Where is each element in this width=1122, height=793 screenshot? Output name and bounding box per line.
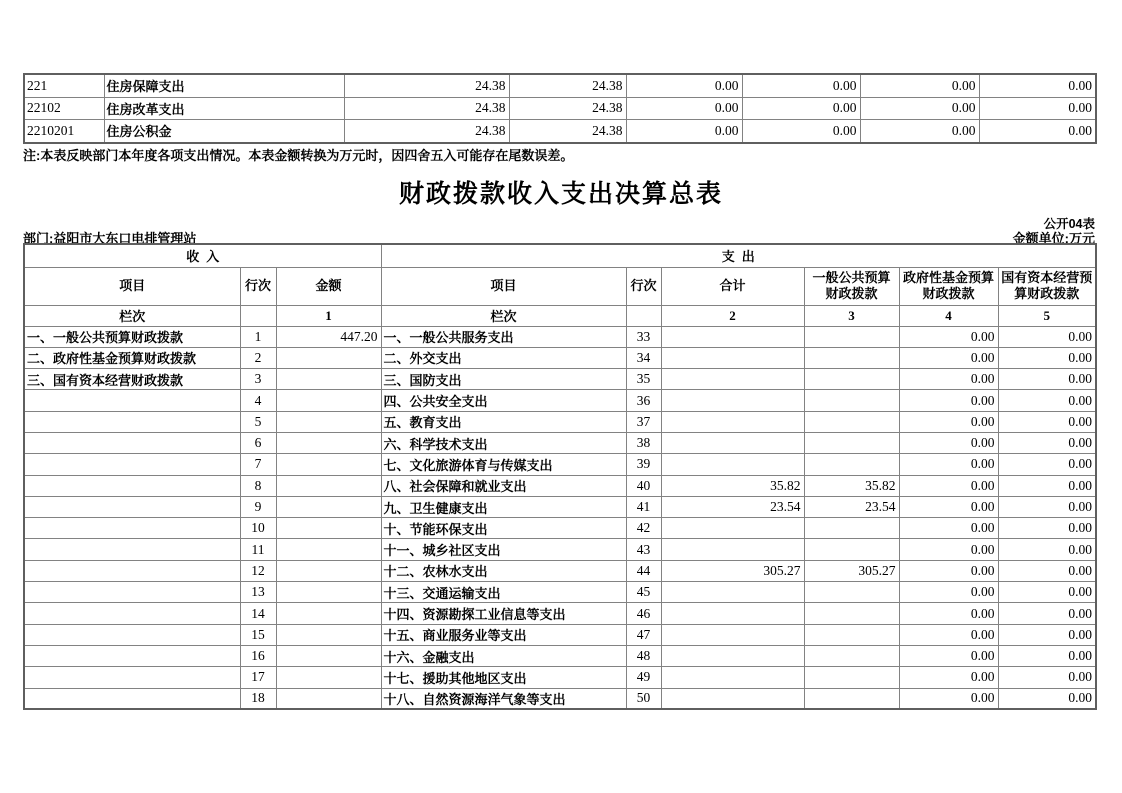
expense-item-cell: 八、社会保障和就业支出 [381, 475, 626, 496]
amount-cell: 0.00 [860, 74, 979, 97]
income-line-cell: 6 [240, 432, 276, 453]
income-amount-cell [276, 454, 381, 475]
expense-line-cell: 48 [626, 645, 661, 666]
top-table-body [24, 74, 1096, 143]
income-line-cell: 2 [240, 347, 276, 368]
amount-cell: 0.00 [860, 97, 979, 120]
expense-item-cell: 一、一般公共服务支出 [381, 326, 626, 347]
income-line-cell: 14 [240, 603, 276, 624]
gov-fund-cell: 0.00 [899, 411, 998, 432]
state-capital-cell: 0.00 [998, 496, 1096, 517]
gov-fund-cell: 0.00 [899, 369, 998, 390]
general-budget-cell [804, 624, 899, 645]
gov-fund-cell: 0.00 [899, 347, 998, 368]
income-line-cell: 13 [240, 582, 276, 603]
general-budget-cell [804, 347, 899, 368]
budget-name-cell: 住房公积金 [104, 120, 344, 143]
table-row [24, 688, 1096, 709]
expense-item-cell: 九、卫生健康支出 [381, 496, 626, 517]
income-line-header: 行次 [240, 267, 276, 305]
amount-cell: 0.00 [742, 97, 860, 120]
gov-fund-cell: 0.00 [899, 688, 998, 709]
income-amount-cell [276, 603, 381, 624]
budget-name-cell: 住房改革支出 [104, 97, 344, 120]
total-cell [661, 432, 804, 453]
expense-line-cell: 33 [626, 326, 661, 347]
expense-item-cell: 十三、交通运输支出 [381, 582, 626, 603]
total-cell: 35.82 [661, 475, 804, 496]
gov-fund-cell: 0.00 [899, 432, 998, 453]
expense-section-header: 支出 [381, 244, 1096, 267]
expense-line-cell: 40 [626, 475, 661, 496]
total-cell [661, 624, 804, 645]
table-row [24, 74, 1096, 97]
income-line-cell: 16 [240, 645, 276, 666]
expense-item-cell: 十七、援助其他地区支出 [381, 667, 626, 688]
blank-cell [240, 305, 276, 326]
table-row [24, 411, 1096, 432]
expense-item-cell: 十五、商业服务业等支出 [381, 624, 626, 645]
income-item-cell [24, 390, 240, 411]
total-cell [661, 582, 804, 603]
expense-line-cell: 43 [626, 539, 661, 560]
gov-fund-cell: 0.00 [899, 475, 998, 496]
income-item-cell [24, 432, 240, 453]
amount-cell: 24.38 [344, 97, 509, 120]
income-item-cell [24, 582, 240, 603]
table-row [24, 667, 1096, 688]
income-item-cell [24, 411, 240, 432]
expense-item-cell: 二、外交支出 [381, 347, 626, 368]
amount-cell: 0.00 [742, 74, 860, 97]
table-row [24, 560, 1096, 581]
col-num-cell: 5 [998, 305, 1096, 326]
amount-cell: 24.38 [344, 120, 509, 143]
income-amount-cell [276, 475, 381, 496]
income-item-cell [24, 539, 240, 560]
total-cell [661, 603, 804, 624]
table-row [24, 454, 1096, 475]
total-cell [661, 518, 804, 539]
expense-item-header: 项目 [381, 267, 626, 305]
state-capital-cell: 0.00 [998, 475, 1096, 496]
main-table [23, 243, 1097, 710]
income-amount-header: 金额 [276, 267, 381, 305]
income-amount-cell [276, 432, 381, 453]
state-capital-cell: 0.00 [998, 603, 1096, 624]
budget-code-cell: 22102 [24, 97, 104, 120]
amount-cell: 0.00 [979, 97, 1096, 120]
income-amount-cell [276, 411, 381, 432]
income-item-cell [24, 518, 240, 539]
total-cell [661, 688, 804, 709]
income-amount-cell [276, 496, 381, 517]
table-row [24, 326, 1096, 347]
total-cell [661, 326, 804, 347]
table-row [24, 624, 1096, 645]
income-item-cell [24, 560, 240, 581]
col-num-cell: 3 [804, 305, 899, 326]
total-cell [661, 454, 804, 475]
expense-lanci-cell: 栏次 [381, 305, 626, 326]
budget-code-cell: 221 [24, 74, 104, 97]
total-header: 合计 [661, 267, 804, 305]
general-budget-cell [804, 326, 899, 347]
income-item-cell: 三、国有资本经营财政拨款 [24, 369, 240, 390]
income-line-cell: 3 [240, 369, 276, 390]
general-budget-cell [804, 390, 899, 411]
unit-label: 金额单位:万元 [1012, 231, 1095, 246]
expense-line-cell: 37 [626, 411, 661, 432]
general-budget-cell: 35.82 [804, 475, 899, 496]
total-cell [661, 667, 804, 688]
state-capital-cell: 0.00 [998, 369, 1096, 390]
amount-cell: 0.00 [860, 120, 979, 143]
expense-line-cell: 47 [626, 624, 661, 645]
expense-line-cell: 38 [626, 432, 661, 453]
department-label: 部门:益阳市大东口电排管理站 [23, 231, 197, 246]
table-row [24, 369, 1096, 390]
income-amount-cell [276, 347, 381, 368]
income-line-cell: 18 [240, 688, 276, 709]
total-cell [661, 411, 804, 432]
income-line-cell: 12 [240, 560, 276, 581]
general-budget-cell [804, 411, 899, 432]
general-budget-cell [804, 603, 899, 624]
main-table-header [24, 244, 1096, 326]
gov-fund-cell: 0.00 [899, 560, 998, 581]
expense-item-cell: 十六、金融支出 [381, 645, 626, 666]
income-item-cell [24, 645, 240, 666]
general-budget-cell: 305.27 [804, 560, 899, 581]
income-amount-cell [276, 390, 381, 411]
table-row [24, 475, 1096, 496]
table-row [24, 518, 1096, 539]
income-line-cell: 1 [240, 326, 276, 347]
income-item-header: 项目 [24, 267, 240, 305]
expense-line-header: 行次 [626, 267, 661, 305]
income-amount-cell [276, 560, 381, 581]
gov-fund-cell: 0.00 [899, 624, 998, 645]
table-note: 注:本表反映部门本年度各项支出情况。本表金额转换为万元时，因四舍五入可能存在尾数误差。 [23, 148, 574, 163]
state-capital-cell: 0.00 [998, 645, 1096, 666]
income-amount-cell [276, 369, 381, 390]
table-row [24, 496, 1096, 517]
income-line-cell: 9 [240, 496, 276, 517]
income-item-cell [24, 454, 240, 475]
gov-fund-cell: 0.00 [899, 518, 998, 539]
expense-line-cell: 45 [626, 582, 661, 603]
state-capital-cell: 0.00 [998, 432, 1096, 453]
column-header-row [24, 267, 1096, 305]
income-amount-cell [276, 582, 381, 603]
amount-cell: 24.38 [509, 120, 626, 143]
gov-fund-cell: 0.00 [899, 667, 998, 688]
total-cell [661, 369, 804, 390]
expense-line-cell: 39 [626, 454, 661, 475]
expense-line-cell: 50 [626, 688, 661, 709]
general-budget-header: 一般公共预算财政拨款 [804, 267, 899, 305]
general-budget-cell: 23.54 [804, 496, 899, 517]
income-lanci-cell: 栏次 [24, 305, 240, 326]
expense-line-cell: 36 [626, 390, 661, 411]
table-row [24, 347, 1096, 368]
state-capital-cell: 0.00 [998, 518, 1096, 539]
expense-line-cell: 46 [626, 603, 661, 624]
total-cell: 23.54 [661, 496, 804, 517]
amount-cell: 24.38 [344, 74, 509, 97]
expense-line-cell: 34 [626, 347, 661, 368]
expense-line-cell: 44 [626, 560, 661, 581]
income-line-cell: 15 [240, 624, 276, 645]
gov-fund-cell: 0.00 [899, 645, 998, 666]
state-capital-cell: 0.00 [998, 582, 1096, 603]
expense-item-cell: 七、文化旅游体育与传媒支出 [381, 454, 626, 475]
expense-item-cell: 十、节能环保支出 [381, 518, 626, 539]
expense-item-cell: 四、公共安全支出 [381, 390, 626, 411]
gov-fund-cell: 0.00 [899, 454, 998, 475]
amount-cell: 24.38 [509, 97, 626, 120]
income-item-cell [24, 624, 240, 645]
main-table-body [24, 326, 1096, 709]
expense-item-cell: 十一、城乡社区支出 [381, 539, 626, 560]
general-budget-cell [804, 582, 899, 603]
gov-fund-cell: 0.00 [899, 390, 998, 411]
budget-code-cell: 2210201 [24, 120, 104, 143]
budget-name-cell: 住房保障支出 [104, 74, 344, 97]
income-amount-cell [276, 539, 381, 560]
income-amount-cell [276, 688, 381, 709]
amount-cell: 0.00 [626, 120, 742, 143]
income-item-cell [24, 475, 240, 496]
income-line-cell: 7 [240, 454, 276, 475]
state-capital-cell: 0.00 [998, 688, 1096, 709]
state-capital-header: 国有资本经营预算财政拨款 [998, 267, 1096, 305]
gov-fund-cell: 0.00 [899, 326, 998, 347]
expense-line-cell: 49 [626, 667, 661, 688]
expense-line-cell: 41 [626, 496, 661, 517]
amount-cell: 0.00 [979, 74, 1096, 97]
general-budget-cell [804, 369, 899, 390]
table-row [24, 539, 1096, 560]
general-budget-cell [804, 454, 899, 475]
col-num-cell: 4 [899, 305, 998, 326]
gov-fund-header: 政府性基金预算财政拨款 [899, 267, 998, 305]
state-capital-cell: 0.00 [998, 454, 1096, 475]
expense-item-cell: 十二、农林水支出 [381, 560, 626, 581]
gov-fund-cell: 0.00 [899, 539, 998, 560]
state-capital-cell: 0.00 [998, 667, 1096, 688]
expense-item-cell: 五、教育支出 [381, 411, 626, 432]
income-item-cell [24, 667, 240, 688]
section-header-row [24, 244, 1096, 267]
col-num-cell: 1 [276, 305, 381, 326]
total-cell [661, 390, 804, 411]
income-item-cell: 一、一般公共预算财政拨款 [24, 326, 240, 347]
doc-label: 公开04表 [1043, 217, 1095, 231]
state-capital-cell: 0.00 [998, 390, 1096, 411]
expense-item-cell: 三、国防支出 [381, 369, 626, 390]
total-cell [661, 347, 804, 368]
table-row [24, 120, 1096, 143]
total-cell: 305.27 [661, 560, 804, 581]
income-line-cell: 17 [240, 667, 276, 688]
income-line-cell: 10 [240, 518, 276, 539]
column-number-row [24, 305, 1096, 326]
income-amount-cell [276, 645, 381, 666]
page-title: 财政拨款收入支出决算总表 [398, 180, 723, 208]
blank-cell [626, 305, 661, 326]
expense-item-cell: 六、科学技术支出 [381, 432, 626, 453]
col-num-cell: 2 [661, 305, 804, 326]
state-capital-cell: 0.00 [998, 326, 1096, 347]
gov-fund-cell: 0.00 [899, 603, 998, 624]
income-line-cell: 11 [240, 539, 276, 560]
table-row [24, 390, 1096, 411]
general-budget-cell [804, 667, 899, 688]
total-cell [661, 645, 804, 666]
state-capital-cell: 0.00 [998, 347, 1096, 368]
income-amount-cell [276, 624, 381, 645]
state-capital-cell: 0.00 [998, 560, 1096, 581]
expense-line-cell: 35 [626, 369, 661, 390]
income-amount-cell: 447.20 [276, 326, 381, 347]
table-row [24, 603, 1096, 624]
table-row [24, 97, 1096, 120]
gov-fund-cell: 0.00 [899, 496, 998, 517]
general-budget-cell [804, 518, 899, 539]
amount-cell: 0.00 [979, 120, 1096, 143]
income-line-cell: 4 [240, 390, 276, 411]
expense-line-cell: 42 [626, 518, 661, 539]
income-line-cell: 5 [240, 411, 276, 432]
amount-cell: 0.00 [742, 120, 860, 143]
top-table [23, 73, 1097, 144]
table-row [24, 432, 1096, 453]
income-item-cell [24, 688, 240, 709]
total-cell [661, 539, 804, 560]
general-budget-cell [804, 645, 899, 666]
income-amount-cell [276, 667, 381, 688]
general-budget-cell [804, 432, 899, 453]
state-capital-cell: 0.00 [998, 411, 1096, 432]
expense-item-cell: 十八、自然资源海洋气象等支出 [381, 688, 626, 709]
gov-fund-cell: 0.00 [899, 582, 998, 603]
general-budget-cell [804, 539, 899, 560]
income-line-cell: 8 [240, 475, 276, 496]
income-item-cell: 二、政府性基金预算财政拨款 [24, 347, 240, 368]
general-budget-cell [804, 688, 899, 709]
expense-item-cell: 十四、资源勘探工业信息等支出 [381, 603, 626, 624]
table-row [24, 582, 1096, 603]
income-item-cell [24, 496, 240, 517]
amount-cell: 24.38 [509, 74, 626, 97]
income-section-header: 收入 [24, 244, 381, 267]
table-row [24, 645, 1096, 666]
amount-cell: 0.00 [626, 97, 742, 120]
state-capital-cell: 0.00 [998, 539, 1096, 560]
amount-cell: 0.00 [626, 74, 742, 97]
state-capital-cell: 0.00 [998, 624, 1096, 645]
income-item-cell [24, 603, 240, 624]
income-amount-cell [276, 518, 381, 539]
